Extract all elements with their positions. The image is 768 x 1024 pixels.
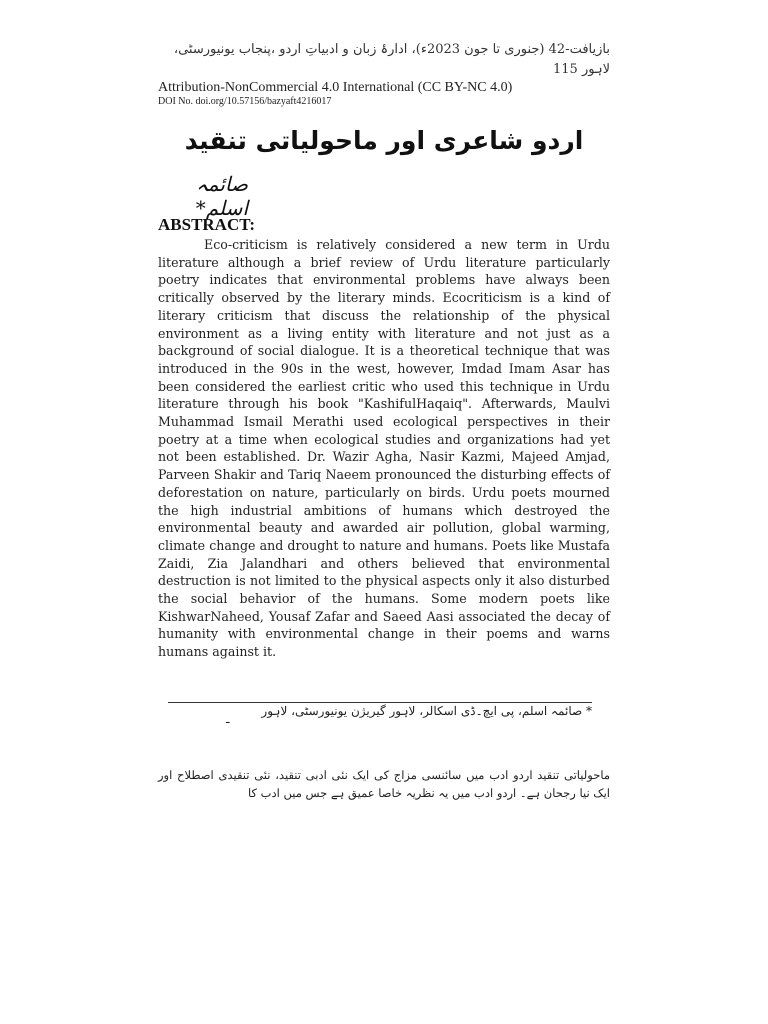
abstract-body: Eco-criticism is relatively considered a new term in Urdu literature although a brief review of Urdu literature particularly poetry indicates that environmental problems have always been critically observed by the literary minds. Ecocriticism is a kind of literary criticism that discuss the relationship of the physical environment as a living entity with literature and not just as a background of social dialogue. It is a theoretical technique that was introduced in the 90s in the west, however, Imdad Imam Asar has been considered the earliest critic who used this technique in Urdu literature through his book "KashifulHaqaiq". Afterwards, Maulvi Muhammad Ismail Merathi used ecological perspectives in their poetry at a time when ecological studies and organizations had yet not been established. Dr. Wazir Agha, Nasir Kazmi, Majeed Amjad, Parveen Shakir and Tariq Naeem pronounced the disturbing effects of deforestation on nature, particularly on birds. Urdu poets mourned the high industrial ambitions of humans which destroyed the environmental beauty and awarded air pollution, global warming, climate change and drought to nature and humans. Poets like Mustafa Zaidi, Zia Jalandhari and others believed that environmental destruction is not limited to the physical aspects only it also disturbed the social behavior of the humans. Some modern poets like KishwarNaheed, Yousaf Zafar and Saeed Aasi associated the decay of humanity with environmental change in their poems and warns humans against it. — [158, 237, 610, 660]
journal-header: بازیافت-42 (جنوری تا جون 2023ء)، ادارۂ زبان و ادبیاتِ اردو ،پنجاب یونیورسٹی، لاہور 115 — [173, 42, 610, 77]
abstract-heading: ABSTRACT: — [158, 215, 255, 234]
doi-line: DOI No. doi.org/10.57156/bazyaft4216017 — [158, 96, 332, 107]
urdu-body-paragraph: ماحولیاتی تنقید اردو ادب میں سائنسی مزاج کی ایک نئی ادبی تنقید، نئی تنقیدی اصطلاح اور ایک نیا رجحان ہے۔ اردو ادب میں یہ نظریہ خاصا عمیق ہے جس میں ادب کا — [158, 768, 610, 800]
footnote-mark: ـ — [226, 712, 230, 726]
footnote-divider — [168, 702, 592, 703]
author-name: صائمہ اسلم* — [195, 172, 248, 220]
article-title: اردو شاعری اور ماحولیاتی تنقید — [184, 126, 584, 155]
license-line: Attribution-NonCommercial 4.0 International (CC BY-NC 4.0) — [158, 80, 513, 95]
footnote: * صائمہ اسلم، پی ایچ۔ڈی اسکالر، لاہور گیریژن یونیورسٹی، لاہور — [261, 704, 592, 718]
